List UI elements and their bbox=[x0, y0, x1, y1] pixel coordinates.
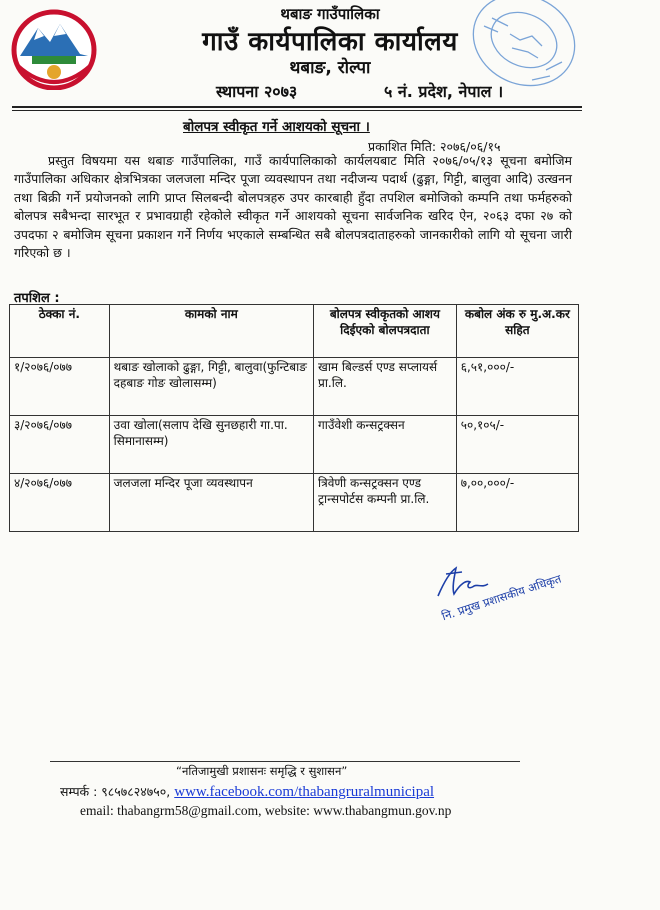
contact-line bbox=[60, 783, 434, 801]
office-stamp-icon bbox=[462, 0, 588, 96]
header-work-name: कामको नाम bbox=[109, 305, 313, 358]
signatory-title: नि. प्रमुख प्रशासकीय अधिकृत bbox=[440, 571, 563, 624]
bidder-cell: गाउँवेशी कन्सट्रक्सन bbox=[314, 416, 457, 474]
header-divider-thin bbox=[12, 110, 582, 111]
notice-title: बोलपत्र स्वीकृत गर्ने आशयको सूचना । bbox=[183, 119, 370, 135]
email-website-line: email: thabangrm58@gmail.com, website: www.thabangmun.gov.np bbox=[80, 803, 452, 818]
bid-table bbox=[9, 304, 579, 532]
table-header-row bbox=[10, 305, 579, 358]
header-amount: कबोल अंक रु मु.अ.कर सहित bbox=[456, 305, 578, 358]
table-row bbox=[10, 474, 579, 532]
header-contract-no: ठेक्का नं. bbox=[10, 305, 110, 358]
contract-no-cell: ४/२०७६/०७७ bbox=[10, 474, 110, 532]
facebook-link[interactable]: www.facebook.com/thabangruralmunicipal bbox=[174, 784, 435, 800]
details-label: तपशिल : bbox=[14, 291, 60, 306]
amount-cell: ६,५१,०००/- bbox=[456, 358, 578, 416]
header-bidder: बोलपत्र स्वीकृतको आशय दिईएको बोलपत्रदाता bbox=[314, 305, 457, 358]
table-row bbox=[10, 358, 579, 416]
table-row bbox=[10, 416, 579, 474]
amount-cell: ५०,१०५/- bbox=[456, 416, 578, 474]
footer-motto: “नतिजामुखी प्रशासनः समृद्धि र सुशासन” bbox=[176, 764, 348, 778]
province: ५ नं. प्रदेश, नेपाल । bbox=[384, 82, 504, 101]
work-name-cell: थबाङ खोलाको ढुङ्गा, गिट्टी, बालुवा(फुन्टिबाङ दहबाङ गोङ खोलासम्म) bbox=[109, 358, 313, 416]
contact-phone: सम्पर्क : ९८५७८२४७५०, bbox=[60, 784, 175, 799]
notice-body: प्रस्तुत विषयमा यस थबाङ गाउँपालिका, गाउँ कार्यपालिकाको कार्यलयबाट मिति २०७६/०५/१३ सूचना बमोजिम गाउँपालिका अधिकार क्षेत्रभित्रका जलजला मन्दिर पूजा व्यवस्थापन तथा नदीजन्य पदार्थ (ढुङ्गा, गिट्टी, बालुवा आदि) उत्खनन तथा बिक्री गर्ने प्रयोजनको लागि प्राप्त सिलबन्दी बोलपत्रहरु उपर कारबाही हुँदा तपशिल बमोजिको कम्पनि तथा फर्महरुको बोलपत्र सबैभन्दा सारभूत र प्रभावग्राही रहेकोले स्वीकृत गर्ने आशयको सूचना सार्वजनिक खरिद ऐन, २०६३ दफा २७ को उपदफा २ बमोजिम सूचना प्रकाशन गर्ने निर्णय भएकाले सम्बन्धित सबै बोलपत्रदाताहरुको जानकारीको लागि यो सूचना जारी गरिएको छ । bbox=[14, 153, 572, 261]
work-name-cell: जलजला मन्दिर पूजा व्यवस्थापन bbox=[109, 474, 313, 532]
municipality-name: थबाङ गाउँपालिका bbox=[280, 5, 380, 23]
header-divider-thick bbox=[12, 106, 582, 108]
bidder-cell: खाम बिल्डर्स एण्ड सप्लायर्स प्रा.लि. bbox=[314, 358, 457, 416]
published-date: प्रकाशित मिति: २०७६/०६/१५ bbox=[368, 139, 501, 154]
contract-no-cell: ३/२०७६/०७७ bbox=[10, 416, 110, 474]
office-title: गाउँ कार्यपालिका कार्यालय bbox=[202, 27, 458, 57]
amount-cell: ७,००,०००/- bbox=[456, 474, 578, 532]
bidder-cell: त्रिवेणी कन्सट्रक्सन एण्ड ट्रान्सपोर्टस कम्पनी प्रा.लि. bbox=[314, 474, 457, 532]
contract-no-cell: १/२०७६/०७७ bbox=[10, 358, 110, 416]
location: थबाङ, रोल्पा bbox=[289, 58, 371, 78]
founded-year: स्थापना २०७३ bbox=[216, 82, 298, 101]
work-name-cell: उवा खोला(सलाप देखि सुनछहारी गा.पा. सिमानासम्म) bbox=[109, 416, 313, 474]
footer-divider bbox=[50, 761, 520, 762]
